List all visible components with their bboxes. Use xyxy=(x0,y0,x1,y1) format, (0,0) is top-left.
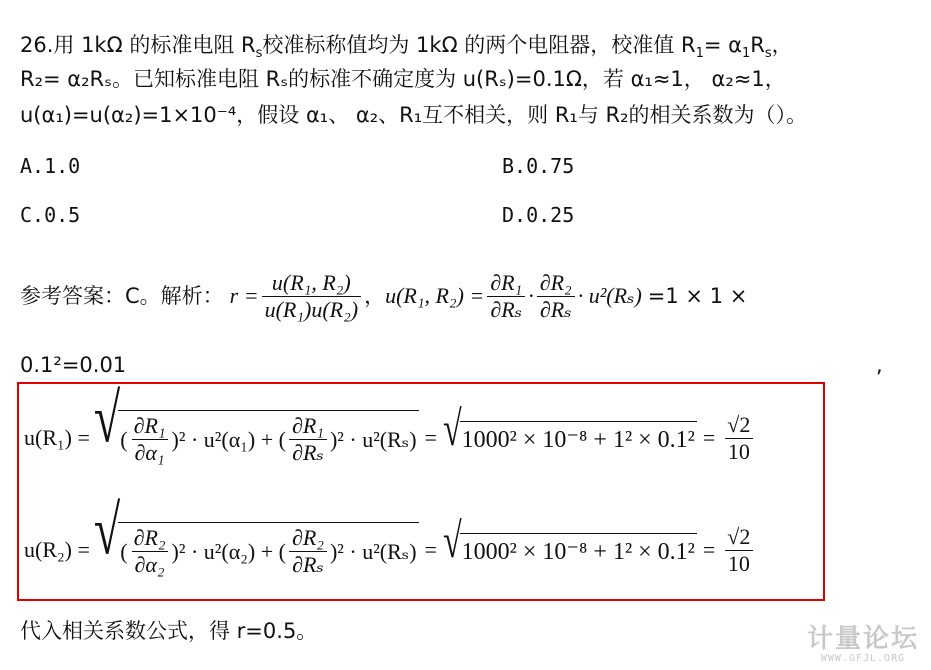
partial-r1-rs-denominator: ∂Rₛ xyxy=(487,296,525,323)
formula-u-r1-radicand xyxy=(118,410,418,466)
radical-sign-icon: √ xyxy=(442,402,462,457)
option-a: A.1.0 xyxy=(20,154,81,178)
formula-u-r2-value-sqrt xyxy=(442,514,697,569)
formula-u-r2-value: 1000² × 10⁻⁸ + 1² × 0.1² xyxy=(460,533,697,567)
question-line-1-sub-s2: s xyxy=(764,46,772,62)
formula-u-r1 xyxy=(24,380,756,478)
formula-u-r1-value-sqrt xyxy=(442,402,697,457)
answer-line-1 xyxy=(20,266,747,326)
answer-trailing-comma: , xyxy=(876,353,883,377)
formula-u-r1-result xyxy=(724,412,753,465)
formula-u-r2-lhs: u(R₂) = xyxy=(24,537,90,562)
formula-u-r2-result xyxy=(724,524,753,577)
formula-u-r2-result-numerator: √2 xyxy=(727,523,751,549)
open-paren: ( xyxy=(120,426,128,452)
formula-u-r2-radicand xyxy=(118,522,418,578)
partial-r2-rs-boxed-numerator: ∂R₂ xyxy=(291,525,324,550)
formula-u-r1-middle-2: )² · u²(Rₛ) xyxy=(329,426,417,452)
option-c: C.0.5 xyxy=(20,203,81,227)
r-fraction-numerator: u(R₁, R₂) xyxy=(271,269,351,295)
answer-line-2: 0.1²=0.01 xyxy=(20,353,127,377)
partial-r2-rs-numerator: ∂R₂ xyxy=(539,269,572,295)
formula-u-r2-equals: = xyxy=(424,537,437,562)
partial-r1-rs-boxed-numerator: ∂R₁ xyxy=(291,413,324,438)
option-b: B.0.75 xyxy=(502,154,575,178)
question-line-1-text-e: = α xyxy=(703,33,742,57)
covariance-label: u(R₁, R₂) = xyxy=(385,283,485,308)
question-line-1-sub-s: s xyxy=(255,46,263,62)
watermark-logo xyxy=(807,625,919,664)
formula-u-r2-middle-2: )² · u²(Rₛ) xyxy=(329,538,417,564)
formula-u-r1-sqrt xyxy=(93,380,419,466)
question-line-1-sub-1: 1 xyxy=(695,46,704,62)
partial-r1-alpha1-denominator: ∂α₁ xyxy=(132,439,168,466)
formula-u-r1-equals: = xyxy=(424,425,437,450)
formula-u-r1-lhs: u(R₁) = xyxy=(24,425,90,450)
r-fraction-denominator: u(R₁)u(R₂) xyxy=(262,296,361,323)
formula-u-r2-middle-1: )² · u²(α₂) + ( xyxy=(171,538,286,564)
partial-r1-alpha1 xyxy=(131,413,169,466)
partial-r2-alpha2-denominator: ∂α₂ xyxy=(132,551,168,578)
question-line-1-text-i: ， xyxy=(771,33,793,57)
formula-u-r2-sqrt xyxy=(93,492,419,578)
partial-r1-rs-boxed-denominator: ∂Rₛ xyxy=(289,439,327,466)
partial-r1-rs xyxy=(487,270,525,323)
partial-r1-rs-boxed xyxy=(289,413,327,466)
watermark-url: WWW.GFJL.ORG xyxy=(820,653,906,664)
partial-r2-rs-boxed-denominator: ∂Rₛ xyxy=(289,551,327,578)
question-line-1-text-g: R xyxy=(750,33,765,57)
partial-r2-alpha2 xyxy=(131,525,169,578)
formula-u-r1-result-numerator: √2 xyxy=(727,411,751,437)
answer-prefix: 参考答案：C。解析： xyxy=(20,284,224,308)
formula-u-r1-middle-1: )² · u²(α₁) + ( xyxy=(171,426,286,452)
dot-operator: · xyxy=(528,283,534,308)
open-paren: ( xyxy=(120,538,128,564)
partial-r1-rs-numerator: ∂R₁ xyxy=(490,269,523,295)
question-line-3: u(α₁)=u(α₂)=1×10⁻⁴，假设 α₁、 α₂、R₁互不相关，则 R₁与 R₂的相关系数为（）。 xyxy=(20,103,808,127)
partial-r2-rs-denominator: ∂Rₛ xyxy=(537,296,575,323)
partial-r2-rs-boxed xyxy=(289,525,327,578)
radical-sign-icon: √ xyxy=(93,492,121,570)
watermark-title: 计量论坛 xyxy=(806,624,919,654)
question-line-2: R₂= α₂Rₛ。已知标准电阻 Rₛ的标准不确定度为 u(Rₛ)=0.1Ω，若 α₁≈1， α₂≈1， xyxy=(20,67,786,91)
formula-u-r1-equals-2: = xyxy=(702,425,716,450)
partial-r1-alpha1-numerator: ∂R₁ xyxy=(133,413,166,438)
question-line-1-text-a: 26.用 1kΩ 的标准电阻 R xyxy=(20,33,256,57)
covariance-tail: · u²(Rₛ) xyxy=(577,283,642,308)
question-line-1-sub-alpha: 1 xyxy=(741,46,751,62)
question-line-1-text-c: 校准标称值均为 1kΩ 的两个电阻器，校准值 R xyxy=(262,33,696,57)
formula-u-r1-result-denominator: 10 xyxy=(725,438,753,465)
formula-u-r1-value: 1000² × 10⁻⁸ + 1² × 0.1² xyxy=(460,421,697,455)
r-label: r = xyxy=(229,283,259,308)
option-d: D.0.25 xyxy=(502,203,575,227)
partial-r2-rs xyxy=(537,270,575,323)
formula-u-r2-result-denominator: 10 xyxy=(725,550,753,577)
r-fraction xyxy=(262,270,361,323)
conclusion-text: 代入相关系数公式，得 r=0.5。 xyxy=(20,619,318,643)
answer-separator: ， xyxy=(364,284,386,308)
formula-u-r2 xyxy=(24,492,756,590)
radical-sign-icon: √ xyxy=(93,380,121,458)
radical-sign-icon: √ xyxy=(442,514,462,569)
equation-tail: =1 × 1 × xyxy=(647,284,748,308)
formula-u-r2-equals-2: = xyxy=(702,537,716,562)
partial-r2-alpha2-numerator: ∂R₂ xyxy=(133,525,166,550)
